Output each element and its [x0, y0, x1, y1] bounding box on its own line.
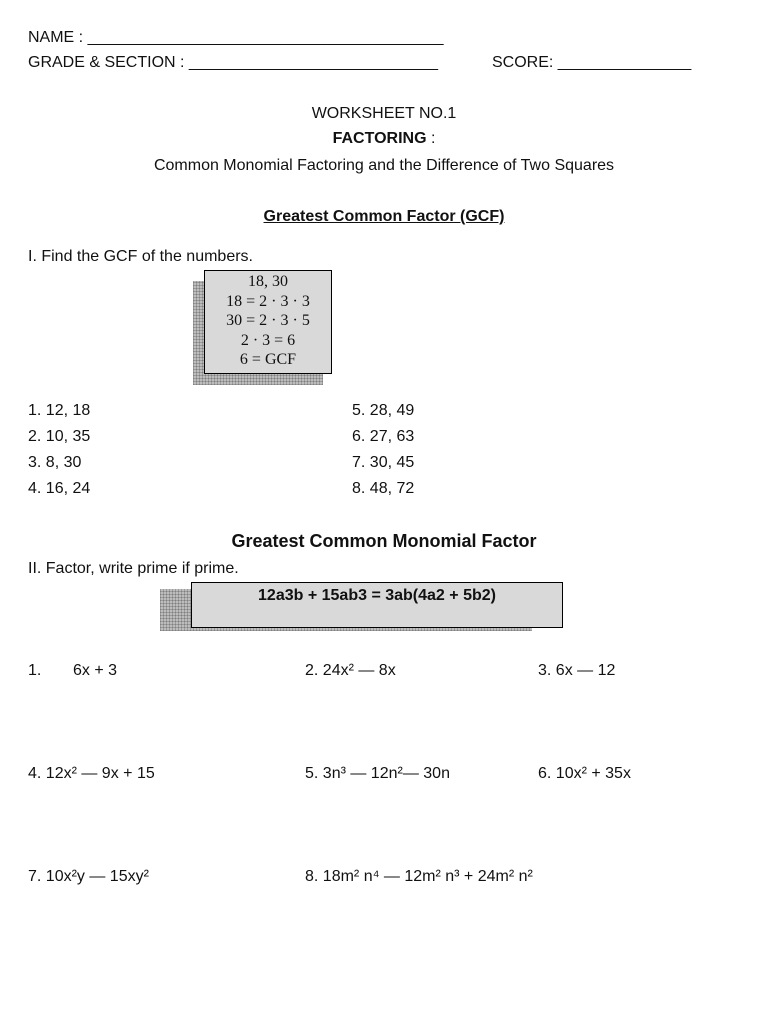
worksheet-number: WORKSHEET NO.1 [311, 105, 457, 122]
name-line[interactable]: NAME : ________________________________________ [28, 29, 444, 46]
gcmf-item: 6x + 3 [73, 662, 118, 679]
gcf-item: 5. 28, 49 [352, 402, 415, 419]
gcmf-item: 2. 24x² — 8x [305, 662, 396, 679]
gcf-example-line: 6 = GCF [239, 351, 297, 368]
gcmf-instruction: II. Factor, write prime if prime. [28, 560, 239, 577]
subtitle: Common Monomial Factoring and the Difference of Two Squares [153, 157, 615, 174]
gcmf-example-box: 12a3b + 15ab3 = 3ab(4a2 + 5b2) [191, 582, 563, 628]
gcf-item: 4. 16, 24 [28, 480, 91, 497]
gcf-example-box [204, 270, 332, 374]
gcf-heading: Greatest Common Factor (GCF) [263, 208, 505, 225]
gcmf-item: 5. 3n³ — 12n²— 30n [305, 765, 450, 782]
grade-section-line[interactable]: GRADE & SECTION : ____________________________ [28, 54, 439, 71]
gcf-item: 3. 8, 30 [28, 454, 82, 471]
topic-title [0, 130, 768, 148]
gcmf-item: 4. 12x² — 9x + 15 [28, 765, 155, 782]
gcf-example-line: 2 · 3 = 6 [240, 331, 296, 349]
gcf-item: 8. 48, 72 [352, 480, 415, 497]
topic-label: FACTORING [332, 130, 427, 147]
gcmf-item: 7. 10x²y — 15xy² [28, 868, 149, 885]
gcf-item: 1. 12, 18 [28, 402, 91, 419]
gcmf-item: 8. 18m² n⁴ — 12m² n³ + 24m² n² [305, 868, 533, 885]
gcf-item: 2. 10, 35 [28, 428, 91, 445]
gcmf-item: 3. 6x — 12 [538, 662, 616, 679]
gcmf-item-number: 1. [28, 662, 42, 679]
gcf-item: 7. 30, 45 [352, 454, 415, 471]
topic-suffix: : [426, 130, 436, 147]
gcmf-item: 6. 10x² + 35x [538, 765, 631, 782]
score-line[interactable]: SCORE: _______________ [492, 54, 692, 71]
gcmf-heading: Greatest Common Monomial Factor [231, 531, 537, 551]
gcf-example-line: 30 = 2 · 3 · 5 [226, 312, 310, 329]
gcf-example-line: 18, 30 [248, 273, 288, 290]
gcf-instruction: I. Find the GCF of the numbers. [28, 248, 253, 265]
gcf-item: 6. 27, 63 [352, 428, 415, 445]
gcf-example-line: 18 = 2 · 3 · 3 [226, 292, 310, 310]
